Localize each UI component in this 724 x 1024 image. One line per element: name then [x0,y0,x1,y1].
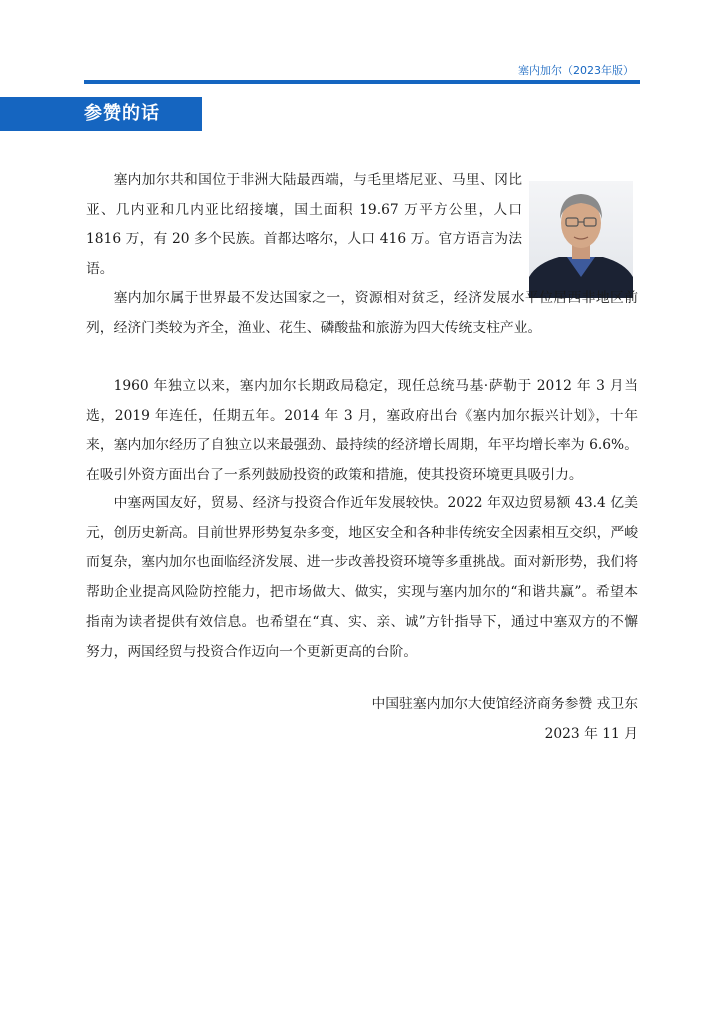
signature-block [371,690,638,749]
paragraph-4: 中塞两国友好，贸易、经济与投资合作近年发展较快。2022 年双边贸易额 43.4 亿美元，创历史新高。目前世界形势复杂多变，地区安全和各种非传统安全因素相互交织，严峻而复杂，塞内加尔也面临经济发展、进一步改善投资环境等多重挑战。面对新形势，我们将帮助企业提高风险防控能力，把市场做大、做实，实现与塞内加尔的“和谐共赢”。希望本指南为读者提供有效信息。也希望在“真、实、亲、诚”方针指导下，通过中塞双方的不懈努力，两国经贸与投资合作迈向一个更新更高的台阶。 [86,495,638,660]
section-title: 参赞的话 [84,103,160,124]
header-divider [84,80,640,84]
paragraph-2: 塞内加尔属于世界最不发达国家之一，资源相对贫乏，经济发展水平位居西非地区前列，经济门类较为齐全，渔业、花生、磷酸盐和旅游为四大传统支柱产业。 [86,290,638,336]
paragraph-1: 塞内加尔共和国位于非洲大陆最西端，与毛里塔尼亚、马里、冈比亚、几内亚和几内亚比绍接壤，国土面积 19.67 万平方公里，人口 1816 万，有 20 多个民族。首都达喀尔，人口 416 万。官方语言为法语。 [86,172,522,278]
running-header: 塞内加尔（2023年版） [518,64,634,77]
paragraph-3: 1960 年独立以来，塞内加尔长期政局稳定，现任总统马基·萨勒于 2012 年 3 月当选，2019 年连任，任期五年。2014 年 3 月，塞政府出台《塞内加尔振兴计划》，十年来，塞内加尔经历了自独立以来最强劲、最持续的经济增长周期，年平均增长率为 6.6%。在吸引外资方面出台了一系列鼓励投资的政策和措施，使其投资环境更具吸引力。 [86,378,638,484]
signature-author: 中国驻塞内加尔大使馆经济商务参赞 戎卫东 [371,696,638,712]
counsellor-portrait [529,181,633,298]
signature-date: 2023 年 11 月 [544,725,638,742]
